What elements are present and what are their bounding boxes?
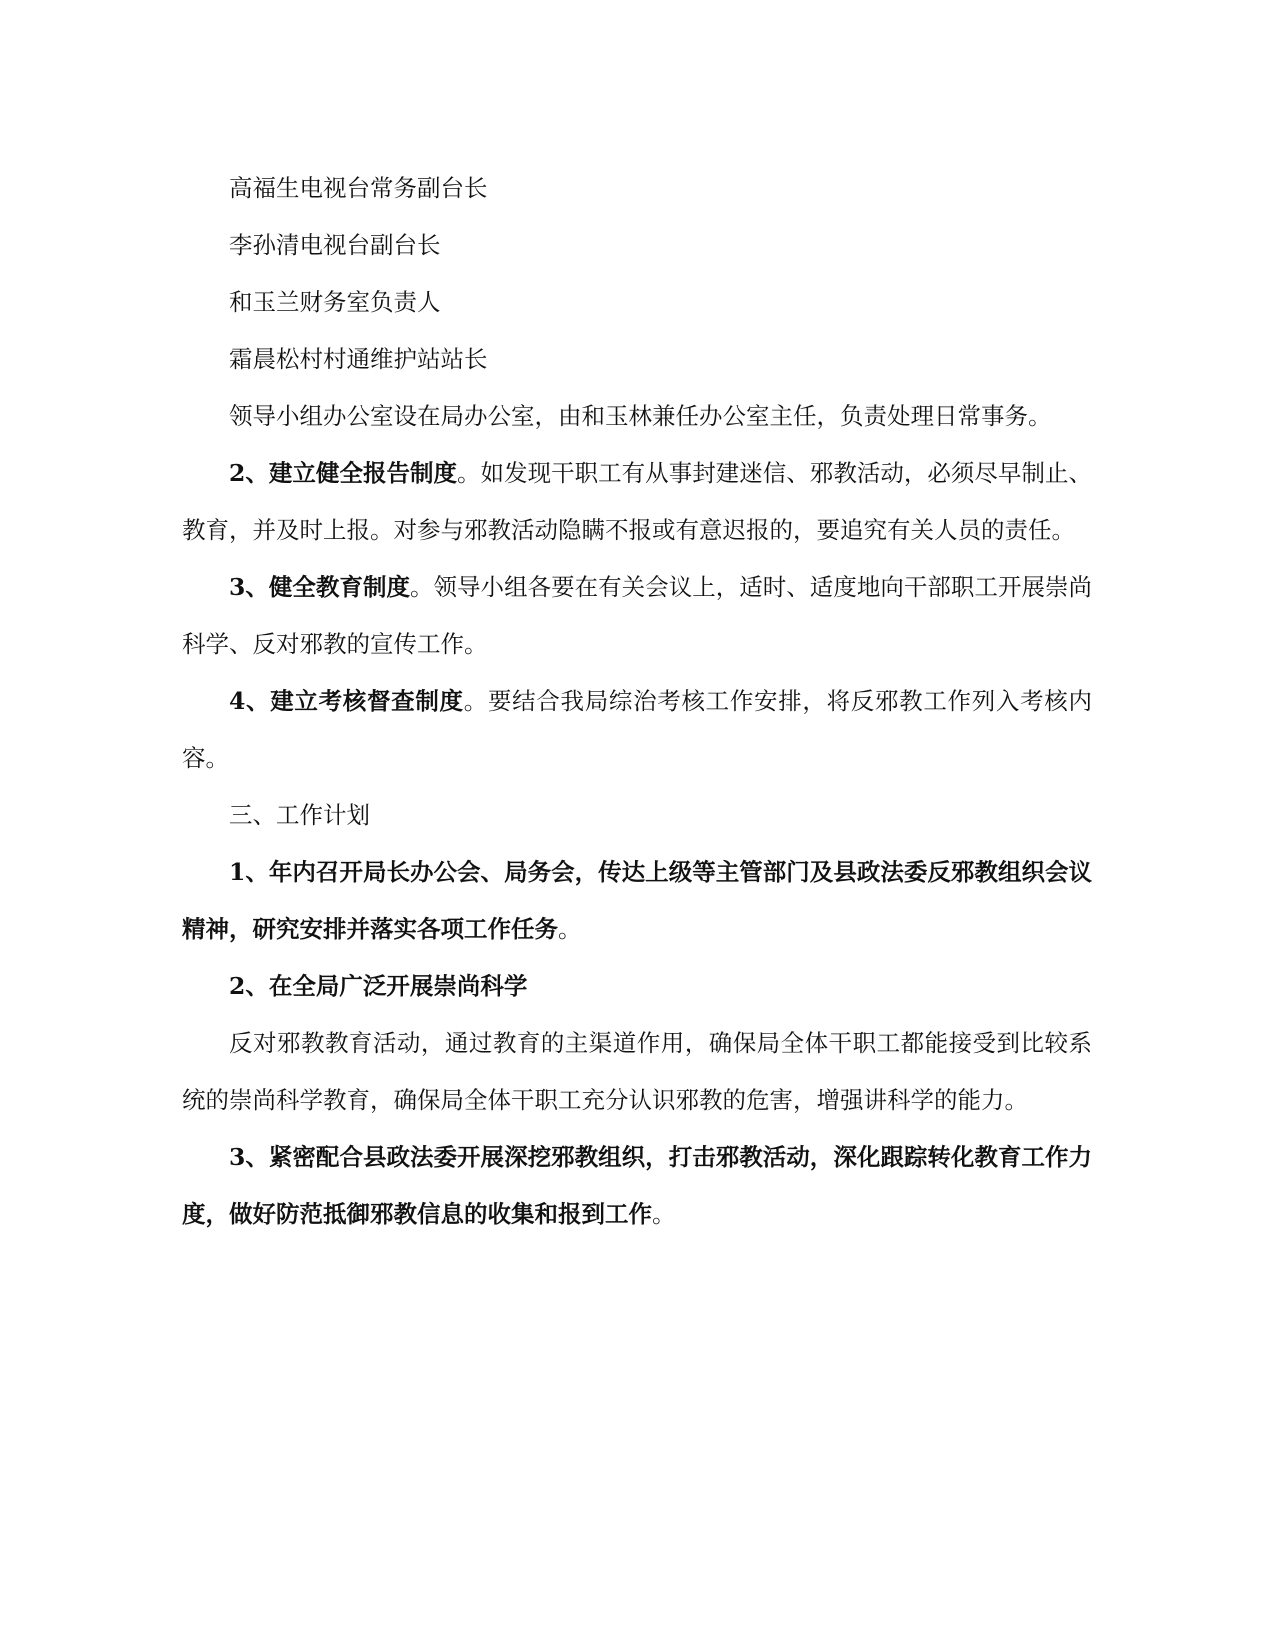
member-line: 李孙清电视台副台长 — [229, 231, 441, 259]
plan-item-text: 3、紧密配合县政法委开展深挖邪教组织，打击邪教活动，深化跟踪转化教育工作力度，做好防范抵御邪教信息的收集和报到工作 — [182, 1143, 1092, 1228]
measure-body: 。要结合我局综治考核工作安排，将反邪教工作列入考核内容。 — [182, 687, 1092, 772]
plan-item-tail: 。 — [652, 1200, 676, 1228]
measure-heading: 2、建立健全报告制度 — [229, 459, 458, 487]
plan-item-2-heading: 2、在全局广泛开展崇尚科学 — [229, 972, 528, 1000]
measure-heading: 3、健全教育制度 — [229, 573, 410, 601]
measure-paragraph-2 — [182, 445, 1092, 559]
measure-body: 。领导小组各要在有关会议上，适时、适度地向干部职工开展崇尚科学、反对邪教的宣传工作。 — [182, 573, 1092, 658]
plan-item-3 — [182, 1129, 1092, 1243]
member-line: 高福生电视台常务副台长 — [229, 174, 488, 202]
plan-item-1 — [182, 844, 1092, 958]
member-line: 霜晨松村村通维护站站长 — [229, 345, 488, 373]
measure-heading: 4、建立考核督查制度 — [229, 687, 464, 715]
document-body — [182, 160, 1092, 1243]
plan-item-text: 1、年内召开局长办公会、局务会，传达上级等主管部门及县政法委反邪教组织会议精神，研究安排并落实各项工作任务 — [182, 858, 1092, 943]
office-note-paragraph: 领导小组办公室设在局办公室，由和玉林兼任办公室主任，负责处理日常事务。 — [229, 402, 1052, 430]
measure-paragraph-4 — [182, 673, 1092, 787]
plan-item-2-body: 反对邪教教育活动，通过教育的主渠道作用，确保局全体干职工都能接受到比较系统的崇尚科学教育，确保局全体干职工充分认识邪教的危害，增强讲科学的能力。 — [182, 1029, 1092, 1114]
member-line: 和玉兰财务室负责人 — [229, 288, 441, 316]
measure-paragraph-3 — [182, 559, 1092, 673]
section-title: 三、工作计划 — [229, 801, 370, 829]
measure-body: 。如发现干职工有从事封建迷信、邪教活动，必须尽早制止、教育，并及时上报。对参与邪教活动隐瞒不报或有意迟报的，要追究有关人员的责任。 — [182, 459, 1092, 544]
plan-item-tail: 。 — [558, 915, 582, 943]
